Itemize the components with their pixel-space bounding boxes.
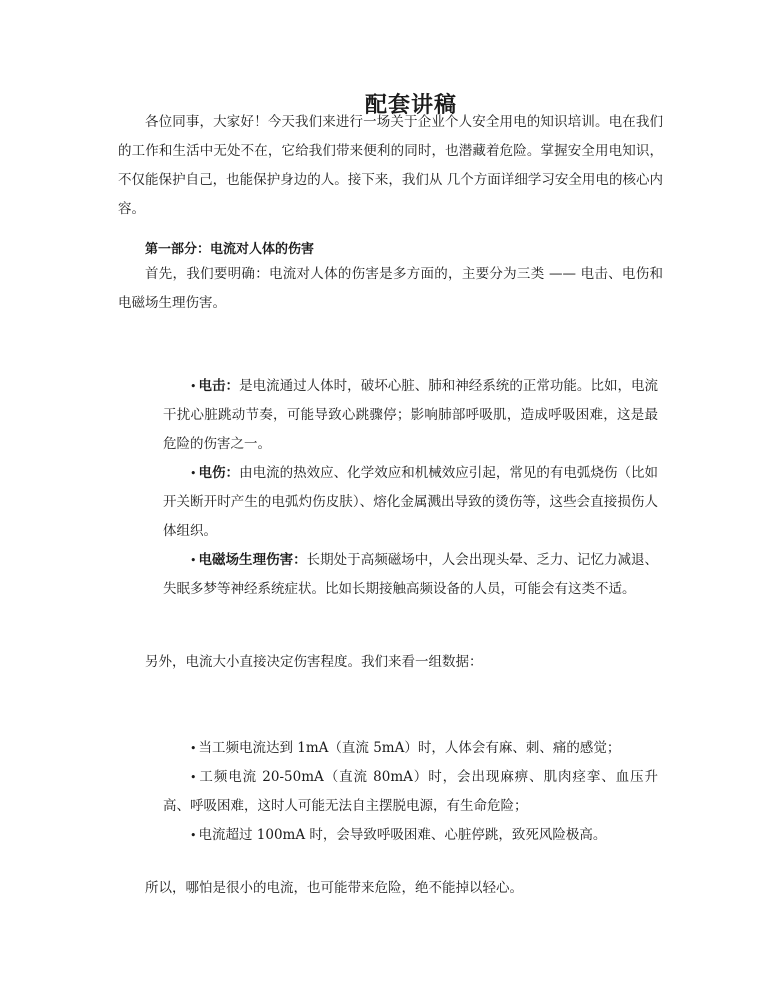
conclusion-paragraph: 所以，哪怕是很小的电流，也可能带来危险，绝不能掉以轻心。	[145, 880, 523, 896]
bullet-icon: •	[190, 380, 197, 393]
list-item-text: 由电流的热效应、化学效应和机械效应引起，常见的有电弧烧伤（比如开关断开时产生的电弧灼伤皮肤）、熔化金属溅出导致的烫伤等，这些会直接损伤人体组织。	[163, 465, 659, 539]
section-intro-paragraph: 首先，我们要明确：电流对人体的伤害是多方面的，主要分为三类 —— 电击、电伤和电磁场生理伤害。	[118, 266, 663, 311]
current-intro-paragraph: 另外，电流大小直接决定伤害程度。我们来看一组数据：	[145, 654, 483, 670]
bullet-icon: •	[190, 829, 197, 842]
list-item	[163, 763, 658, 821]
list-item-term: 电伤：	[198, 465, 240, 481]
list-item-text: 工频电流 20-50mA（直流 80mA）时，会出现麻痹、肌肉痉挛、血压升高、呼吸困难，这时人可能无法自主摆脱电源，有生命危险；	[163, 769, 658, 814]
bullet-icon: •	[190, 467, 197, 480]
list-item-text: 当工频电流达到 1mA（直流 5mA）时，人体会有麻、刺、痛的感觉；	[198, 740, 621, 756]
current-data-list	[163, 734, 658, 850]
section-heading: 第一部分：电流对人体的伤害	[145, 242, 315, 257]
list-item	[163, 734, 658, 763]
list-item-text: 长期处于高频磁场中，人会出现头晕、乏力、记忆力减退、失眠多梦等神经系统症状。比如长期接触高频设备的人员，可能会有这类不适。	[163, 552, 659, 597]
list-item	[163, 821, 658, 850]
list-item-term: 电击：	[198, 378, 240, 394]
list-item-text: 是电流通过人体时，破坏心脏、肺和神经系统的正常功能。比如，电流干扰心脏跳动节奏，可能导致心跳骤停；影响肺部呼吸肌，造成呼吸困难，这是最危险的伤害之一。	[163, 378, 659, 452]
bullet-icon: •	[190, 771, 197, 784]
list-item	[163, 459, 658, 546]
list-item	[163, 546, 658, 604]
intro-paragraph: 各位同事，大家好！今天我们来进行一场关于企业个人安全用电的知识培训。电在我们的工作和生活中无处不在，它给我们带来便利的同时，也潜藏着危险。掌握安全用电知识，不仅能保护自己，也能保护身边的人。接下来，我们从 几个方面详细学习安全用电的核心内容。	[118, 114, 663, 217]
bullet-icon: •	[190, 554, 197, 567]
list-item	[163, 372, 658, 459]
bullet-icon: •	[190, 742, 197, 755]
harm-types-list	[163, 372, 658, 604]
list-item-term: 电磁场生理伤害：	[198, 552, 307, 568]
page-title: 配套讲稿	[364, 92, 457, 118]
list-item-text: 电流超过 100mA 时，会导致呼吸困难、心脏停跳，致死风险极高。	[198, 827, 607, 843]
